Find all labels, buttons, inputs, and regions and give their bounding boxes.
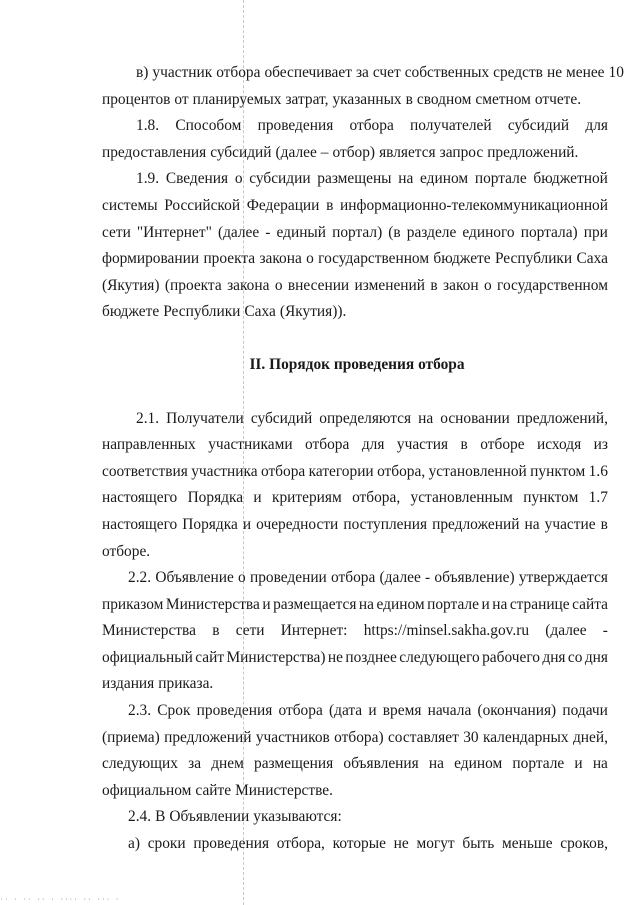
text-word: сметном (475, 90, 531, 108)
text-word: в (405, 90, 413, 108)
text-word: (Якутия) (102, 276, 160, 294)
text-word: очередности (256, 515, 339, 533)
text-word: при (583, 223, 608, 241)
text-word: Министерства) (226, 648, 326, 666)
text-word: основании (440, 409, 510, 427)
text-word: закон (443, 276, 479, 294)
text-word: о (274, 276, 283, 294)
text-word: 1.8. (136, 117, 160, 135)
text-line (102, 725, 608, 752)
text-word: государственном (497, 276, 608, 294)
text-word: календарных (482, 728, 569, 746)
text-word: на (398, 170, 414, 188)
text-word: участников (255, 728, 330, 746)
text-line (102, 539, 608, 566)
text-word: - (265, 223, 271, 241)
scan-footer-marks: ·· · ·· ·· · ···· ·· ··· · (0, 896, 120, 903)
text-line (102, 193, 608, 220)
text-word: проекта (203, 250, 256, 268)
text-word: внесении (287, 276, 350, 294)
text-line (102, 512, 608, 539)
document-body (102, 60, 624, 858)
text-word: для (361, 436, 385, 454)
text-word: Республики (163, 303, 241, 321)
text-word: проведения (193, 835, 270, 853)
text-line (102, 87, 608, 114)
text-word: отбора, (377, 462, 426, 480)
text-word: дней, (572, 728, 608, 746)
text-word: портала) (520, 223, 578, 241)
text-word: Российской (164, 196, 241, 214)
text-word: сайт (195, 648, 225, 666)
text-line (102, 246, 608, 273)
text-word: отбора (349, 117, 394, 135)
text-word: изменений (354, 276, 425, 294)
text-line (102, 671, 608, 698)
text-line (102, 485, 608, 512)
text-word: соответствия (102, 462, 188, 480)
text-word: отбора) (334, 728, 384, 746)
text-word: проведения (196, 702, 273, 720)
text-word: со (567, 648, 583, 666)
text-word: отчете. (534, 90, 582, 108)
text-word: позднее (345, 648, 397, 666)
text-word: государственном (318, 250, 430, 268)
text-word: отбор) (332, 143, 376, 161)
text-word: 1.7 (588, 489, 608, 507)
text-word: 1.9. (136, 170, 160, 188)
text-word: отбора (278, 702, 323, 720)
text-word: на (524, 515, 540, 533)
text-word: Министерстве. (235, 781, 333, 799)
text-word: планируемых (192, 90, 282, 108)
text-word: пунктом (530, 462, 586, 480)
text-word: и (242, 515, 252, 533)
text-word: счет (372, 64, 401, 81)
text-word: приказом (102, 595, 164, 613)
text-word: субсидий (507, 117, 570, 135)
text-word: не (327, 648, 343, 666)
text-word: получателей (410, 117, 492, 135)
text-word: предложений. (487, 143, 579, 161)
text-word: субсидий (250, 409, 313, 427)
text-word: составляет (387, 728, 459, 746)
text-word: (Якутия)). (279, 303, 347, 321)
text-word: (далее (275, 143, 317, 161)
text-line (102, 299, 608, 326)
text-line (102, 618, 608, 645)
section-heading: II. Порядок проведения отбора (249, 355, 465, 373)
text-word: 2.3. (128, 702, 152, 720)
text-word: время (382, 702, 422, 720)
text-word: участие (544, 515, 596, 533)
text-word: В (155, 808, 166, 826)
text-word: о (306, 250, 314, 268)
text-word: (в (388, 223, 401, 241)
text-word: указываются: (253, 808, 342, 826)
text-word: меньше (502, 835, 553, 853)
text-word: о (234, 170, 243, 188)
text-word: на (428, 755, 444, 773)
text-word: бюджете (433, 250, 491, 268)
text-word: предоставления (102, 143, 207, 161)
text-word: направленных (102, 436, 196, 454)
text-word: Порядка (187, 489, 244, 507)
text-line (102, 592, 608, 619)
text-word: на (592, 755, 608, 773)
text-word: официальный (102, 648, 193, 666)
text-word: бюджете (102, 303, 160, 321)
text-word: и (253, 489, 262, 507)
text-word: портал) (332, 223, 383, 241)
text-line (102, 432, 608, 459)
text-word: Саха (576, 250, 608, 268)
text-word: закона (227, 276, 270, 294)
text-word: размещения (254, 755, 334, 773)
text-word: едином (454, 755, 503, 773)
text-line (102, 751, 608, 778)
text-word: подачи (562, 702, 608, 720)
text-word: на (492, 595, 508, 613)
text-word: в (460, 436, 468, 454)
text-word: дня (584, 648, 608, 666)
text-word: Республики (494, 250, 573, 268)
text-word: в) (136, 64, 149, 81)
text-word: субсидий (210, 143, 272, 161)
text-word: официальном (102, 781, 192, 799)
text-word: предложений, (516, 409, 608, 427)
text-word: и (481, 595, 490, 613)
text-word: (далее (545, 622, 587, 640)
text-word: участниками (208, 436, 293, 454)
text-word: "Интернет" (136, 223, 212, 241)
text-line (102, 778, 608, 805)
text-word: установленным (410, 489, 513, 507)
text-word: (далее (379, 569, 421, 587)
text-word: участник (152, 64, 213, 81)
text-word: быть (462, 835, 495, 853)
text-word: Получатели (166, 409, 244, 427)
text-line (102, 406, 608, 433)
text-word: и (368, 702, 377, 720)
text-word: предложений (164, 728, 252, 746)
text-word: объявление) (434, 569, 515, 587)
text-word: сводном (416, 90, 472, 108)
text-word: едином (376, 595, 425, 613)
text-word: проведении (249, 569, 327, 587)
text-word: для (585, 117, 608, 135)
text-word: является (379, 143, 436, 161)
text-line (102, 804, 608, 831)
text-word: (приема) (102, 728, 160, 746)
text-word: не (393, 835, 409, 853)
text-word: https://minsel.sakha.gov.ru (363, 622, 530, 640)
text-word: (окончания) (477, 702, 557, 720)
text-word: обеспечивает (264, 64, 352, 81)
text-word: приказа. (158, 675, 214, 693)
text-word: сайта (572, 595, 608, 613)
text-word: которые (332, 835, 386, 853)
text-word: бюджетной (533, 170, 608, 188)
text-word: за (355, 64, 369, 81)
text-word: Порядка (182, 515, 238, 533)
text-word: сроки (147, 835, 186, 853)
text-word: издания (102, 675, 155, 693)
text-line (102, 60, 624, 87)
text-word: 1.6 (588, 462, 608, 480)
text-word: единого (462, 223, 515, 241)
text-word: настоящего (102, 515, 178, 533)
text-word: объявления (343, 755, 419, 773)
text-word: могут (416, 835, 455, 853)
text-line (102, 220, 608, 247)
text-word: 2.4. (128, 808, 152, 826)
text-word: единый (276, 223, 327, 241)
text-word: пунктом (523, 489, 579, 507)
text-word: отбора, (352, 489, 401, 507)
text-word: определяются (319, 409, 412, 427)
text-word: информационно-телекоммуникационной (340, 196, 608, 214)
text-word: не (546, 64, 563, 81)
text-word: начала (427, 702, 472, 720)
text-word: о (238, 569, 246, 587)
text-word: отбора (260, 462, 306, 480)
text-word: затрат, (285, 90, 329, 108)
text-word: Срок (157, 702, 191, 720)
text-word: и (262, 595, 271, 613)
text-word: – (320, 143, 329, 161)
text-word: 30 (463, 728, 479, 746)
text-word: Федерации (246, 196, 320, 214)
text-word: исходя (537, 436, 582, 454)
text-line (102, 113, 608, 140)
text-word: средств (493, 64, 543, 81)
text-line (102, 565, 608, 592)
text-word: отбора (331, 569, 376, 587)
text-word: (далее (217, 223, 260, 241)
text-word: предложений (432, 515, 520, 533)
text-word: процентов (102, 90, 171, 108)
text-word: собственных (404, 64, 490, 81)
text-word: а) (128, 835, 140, 853)
text-word: Сведения (165, 170, 229, 188)
text-word: размещены (317, 170, 392, 188)
text-word: запрос (439, 143, 484, 161)
text-word: участника (191, 462, 258, 480)
text-word: отборе. (102, 542, 151, 560)
text-word: Способом (175, 117, 242, 135)
text-word: субсидии (249, 170, 311, 188)
text-word: и (574, 755, 583, 773)
text-word: за (188, 755, 202, 773)
text-word: от (174, 90, 189, 108)
text-word: в (600, 515, 608, 533)
text-word: сроков, (560, 835, 608, 853)
text-word: участия (396, 436, 449, 454)
text-word: в (326, 196, 334, 214)
text-word: портале (512, 755, 565, 773)
text-word: Интернет: (280, 622, 348, 640)
text-line (102, 459, 608, 486)
text-line (102, 698, 608, 725)
text-word: отбора, (276, 835, 325, 853)
text-line (102, 831, 608, 858)
text-line (102, 140, 608, 167)
text-word: в (212, 622, 220, 640)
text-word: закона (259, 250, 302, 268)
text-word: поступления (343, 515, 428, 533)
text-word: Министерства (102, 622, 196, 640)
text-word: Саха (244, 303, 276, 321)
text-word: едином (420, 170, 469, 188)
text-word: (проекта (164, 276, 222, 294)
text-word: о (483, 276, 492, 294)
text-word: 10 (608, 64, 624, 81)
text-word: следующих (102, 755, 178, 773)
text-word: формировании (102, 250, 200, 268)
text-word: системы (102, 196, 158, 214)
text-word: разделе (406, 223, 457, 241)
text-word: днем (211, 755, 244, 773)
text-word: на (418, 409, 434, 427)
text-word: (дата (328, 702, 363, 720)
text-word: в (430, 276, 438, 294)
text-word: сайте (195, 781, 232, 799)
text-line (102, 645, 608, 672)
text-word: указанных (332, 90, 402, 108)
text-word: отбора (305, 436, 350, 454)
text-word: странице (509, 595, 570, 613)
text-word: дня (542, 648, 566, 666)
text-line (102, 166, 608, 193)
text-line (102, 273, 608, 300)
text-word: Объявлении (169, 808, 250, 826)
text-word: на (358, 595, 374, 613)
text-word: 2.2. (128, 569, 152, 587)
text-word: портале (427, 595, 479, 613)
text-word: следующего (399, 648, 480, 666)
text-word: критериям (272, 489, 342, 507)
text-word: - (425, 569, 431, 587)
text-word: 2.1. (136, 409, 160, 427)
text-word: менее (566, 64, 605, 81)
text-word: проведения (257, 117, 334, 135)
text-word: отбора (216, 64, 261, 81)
text-word: категории (308, 462, 374, 480)
text-word: сети (235, 622, 265, 640)
text-word: отборе (480, 436, 525, 454)
text-word: портале (474, 170, 527, 188)
text-word: настоящего (102, 489, 178, 507)
text-word: Министерства (165, 595, 260, 613)
text-word: - (602, 622, 608, 640)
text-word: из (593, 436, 608, 454)
text-word: рабочего (482, 648, 540, 666)
text-word: утверждается (518, 569, 608, 587)
text-word: размещается (273, 595, 357, 613)
text-word: сети (102, 223, 131, 241)
text-word: установленной (428, 462, 527, 480)
text-word: Объявление (155, 569, 234, 587)
